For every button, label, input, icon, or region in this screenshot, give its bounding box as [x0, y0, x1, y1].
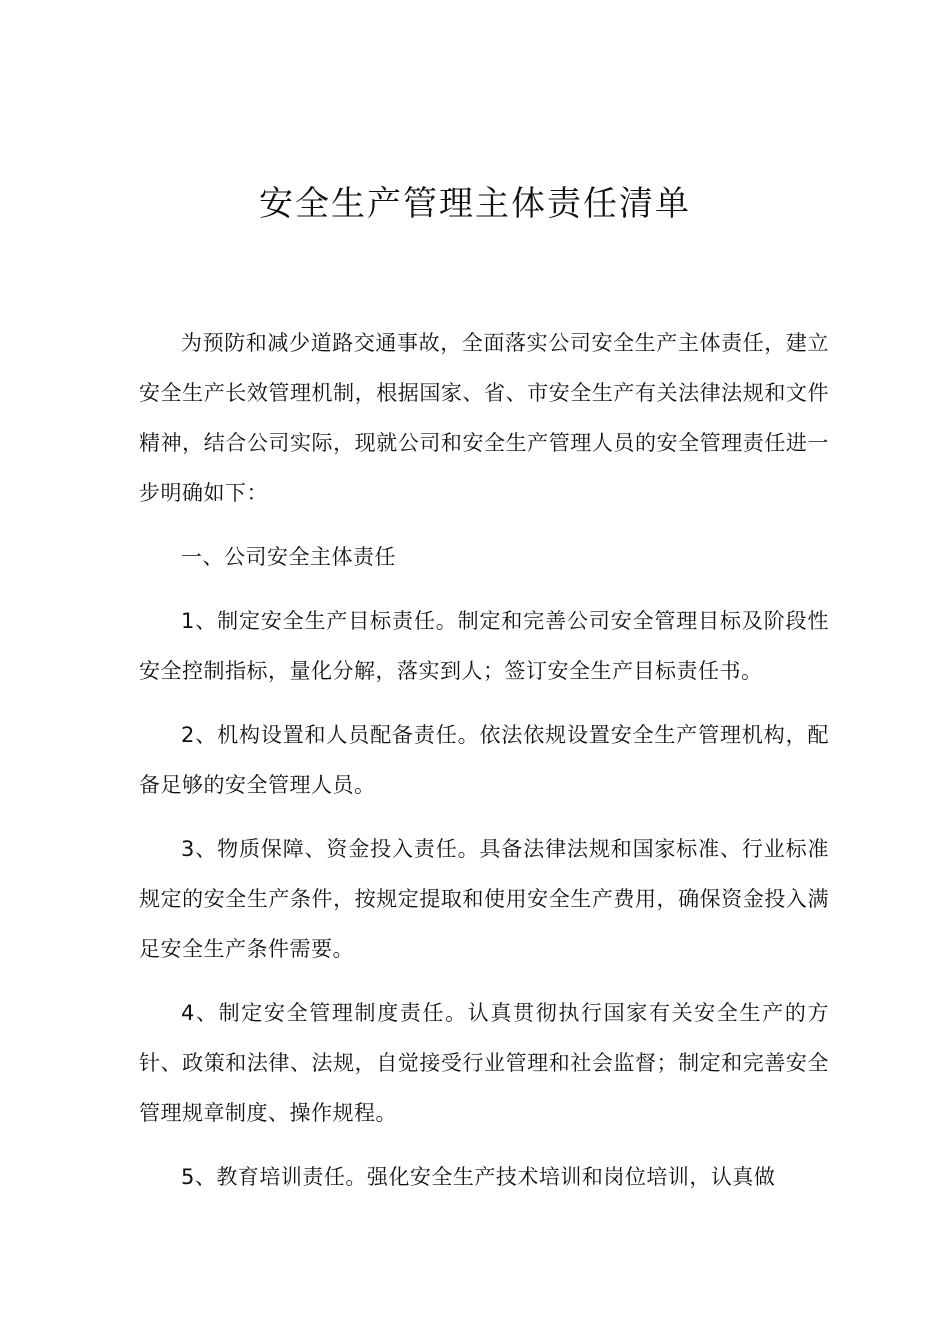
list-item: 1、制定安全生产目标责任。制定和完善公司安全管理目标及阶段性安全控制指标，量化分解，落实到人；签订安全生产目标责任书。: [139, 609, 829, 683]
intro-paragraph: 为预防和减少道路交通事故，全面落实公司安全生产主体责任，建立安全生产长效管理机制，根据国家、省、市安全生产有关法律法规和文件精神，结合公司实际，现就公司和安全生产管理人员的安全管理责任进一步明确如下：: [139, 331, 829, 505]
list-item: 5、教育培训责任。强化安全生产技术培训和岗位培训，认真做: [181, 1165, 776, 1189]
list-item: 4、制定安全管理制度责任。认真贯彻执行国家有关安全生产的方针、政策和法律、法规，自觉接受行业管理和社会监督；制定和完善安全管理规章制度、操作规程。: [139, 1001, 829, 1125]
document-title: 安全生产管理主体责任清单: [259, 184, 691, 224]
document-body: [139, 318, 829, 1216]
section-heading: 一、公司安全主体责任: [181, 545, 396, 569]
list-item: 3、物质保障、资金投入责任。具备法律法规和国家标准、行业标准规定的安全生产条件，按规定提取和使用安全生产费用，确保资金投入满足安全生产条件需要。: [139, 837, 829, 961]
list-item: 2、机构设置和人员配备责任。依法依规设置安全生产管理机构，配备足够的安全管理人员。: [139, 723, 829, 797]
